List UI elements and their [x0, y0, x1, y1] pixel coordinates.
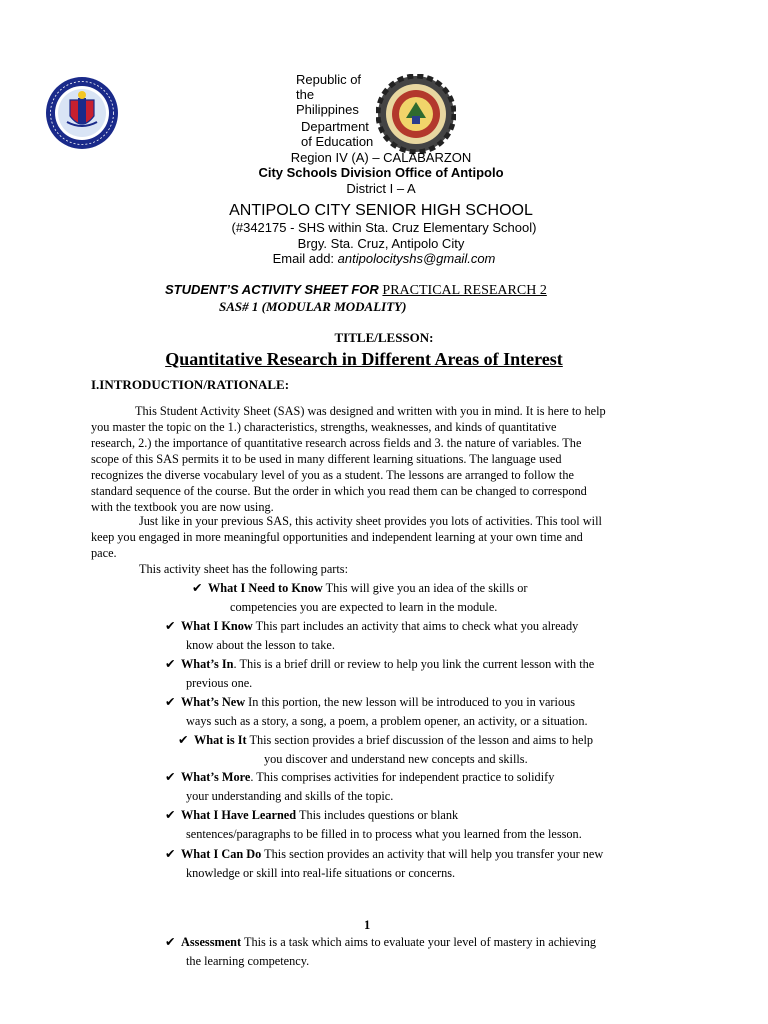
part-item-what-i-have-learned: [165, 806, 582, 843]
sheet-title-line: [165, 282, 725, 299]
intro-paragraph-2: [91, 513, 767, 561]
part-title: What I Know: [181, 619, 253, 633]
part-title: What’s More: [181, 770, 251, 784]
paragraph-line: standard sequence of the course. But the order in which you read them can be changed to correspond: [91, 484, 587, 498]
part-desc-cont: previous one.: [186, 675, 253, 690]
part-title: What I Need to Know: [208, 581, 323, 595]
intro-paragraph-1: [91, 403, 767, 515]
check-icon: ✔: [165, 847, 176, 861]
republic-line: Philippines: [296, 102, 359, 117]
paragraph-line: research, 2.) the importance of quantitative research across fields and 3. the nature of variables. The: [91, 436, 582, 450]
part-desc: This section provides a brief discussion of the lesson and aims to help: [246, 733, 594, 747]
paragraph-line: keep you engaged in more meaningful opportunities and independent learning at your own time and: [91, 530, 583, 544]
part-desc: In this portion, the new lesson will be introduced to you in various: [245, 695, 576, 709]
part-item-whats-in: [165, 655, 594, 692]
part-desc: . This is a brief drill or review to help you link the current lesson with the: [233, 657, 595, 671]
republic-line: the: [296, 87, 315, 102]
paragraph-line: recognizes the diverse vocabulary level of you as a student. The lessons are arranged to follow the: [91, 468, 574, 482]
school-address: Brgy. Sta. Cruz, Antipolo City: [297, 236, 465, 251]
paragraph-line: scope of this SAS permits it to be used in many different learning situations. The language used: [91, 452, 562, 466]
paragraph-line: This Student Activity Sheet (SAS) was designed and written with you in mind. It is here to help: [135, 404, 606, 418]
paragraph-line: pace.: [91, 546, 117, 560]
part-desc: . This comprises activities for independent practice to solidify: [250, 770, 555, 784]
part-desc-cont: competencies you are expected to learn in the module.: [230, 599, 498, 614]
check-icon: ✔: [165, 770, 176, 784]
part-title: What I Can Do: [181, 847, 262, 861]
check-icon: ✔: [165, 657, 176, 671]
check-icon: ✔: [165, 935, 176, 949]
part-desc-cont: ways such as a story, a song, a poem, a problem opener, an activity, or a situation.: [186, 713, 588, 728]
page-number: 1: [364, 918, 371, 932]
republic-text: [296, 72, 396, 117]
part-title: What’s New: [181, 695, 246, 709]
part-title: What is It: [194, 733, 247, 747]
check-icon: ✔: [192, 581, 203, 595]
part-item-what-i-need-to-know: [192, 579, 527, 616]
sas-number: SAS# 1 (MODULAR MODALITY): [219, 299, 407, 314]
part-desc: This will give you an idea of the skills or: [322, 581, 528, 595]
part-title: What I Have Learned: [181, 808, 297, 822]
part-desc: This is a task which aims to evaluate your level of mastery in achieving: [241, 935, 597, 949]
part-title: Assessment: [181, 935, 242, 949]
region-text: Region IV (A) – CALABARZON: [290, 150, 472, 165]
part-desc: This section provides an activity that will help you transfer your new: [261, 847, 604, 861]
email-line: [0, 251, 768, 266]
check-icon: ✔: [165, 808, 176, 822]
part-title: What’s In: [181, 657, 234, 671]
part-item-what-is-it: [178, 731, 593, 768]
part-item-what-i-know: [165, 617, 578, 654]
part-desc-cont: the learning competency.: [186, 953, 310, 968]
deped-seal-logo: [45, 76, 119, 150]
paragraph-line: you master the topic on the 1.) characteristics, strengths, weaknesses, and kinds of quantitative: [91, 420, 557, 434]
check-icon: ✔: [165, 695, 176, 709]
lesson-title: Quantitative Research in Different Areas of Interest: [165, 349, 563, 369]
check-icon: ✔: [178, 733, 189, 747]
sheet-title-prefix: STUDENT’S ACTIVITY SHEET FOR: [165, 282, 383, 297]
part-desc: This includes questions or blank: [296, 808, 459, 822]
district-text: District I – A: [346, 181, 416, 196]
email-address: antipolocityshs@gmail.com: [337, 251, 496, 266]
school-id: (#342175 - SHS within Sta. Cruz Elementary School): [231, 220, 537, 235]
department-text: [301, 119, 401, 149]
department-line: Department: [301, 119, 369, 134]
school-name: ANTIPOLO CITY SENIOR HIGH SCHOOL: [229, 202, 533, 219]
part-desc-cont: you discover and understand new concepts and skills.: [264, 751, 528, 766]
part-desc-cont: your understanding and skills of the topic.: [186, 788, 394, 803]
part-item-what-i-can-do: [165, 845, 603, 882]
check-icon: ✔: [165, 619, 176, 633]
department-line: of Education: [301, 134, 374, 149]
part-desc-cont: knowledge or skill into real-life situations or concerns.: [186, 865, 456, 880]
paragraph-line: with the textbook you are now using.: [91, 500, 274, 514]
paragraph-line: Just like in your previous SAS, this activity sheet provides you lots of activities. This tool will: [139, 514, 602, 528]
subject-name: PRACTICAL RESEARCH 2: [382, 283, 547, 298]
part-desc-cont: sentences/paragraphs to be filled in to process what you learned from the lesson.: [186, 826, 582, 841]
part-item-assessment: [165, 933, 596, 970]
email-label: Email add:: [272, 251, 338, 266]
section-heading: I.INTRODUCTION/RATIONALE:: [91, 377, 290, 392]
division-text: City Schools Division Office of Antipolo: [258, 165, 504, 180]
part-item-whats-more: [165, 768, 554, 805]
part-desc: This part includes an activity that aims to check what you already: [252, 619, 579, 633]
republic-line: Republic of: [296, 72, 362, 87]
title-label: TITLE/LESSON:: [334, 330, 434, 345]
part-item-whats-new: [165, 693, 588, 730]
parts-intro: This activity sheet has the following parts:: [139, 562, 349, 576]
part-desc-cont: know about the lesson to take.: [186, 637, 335, 652]
